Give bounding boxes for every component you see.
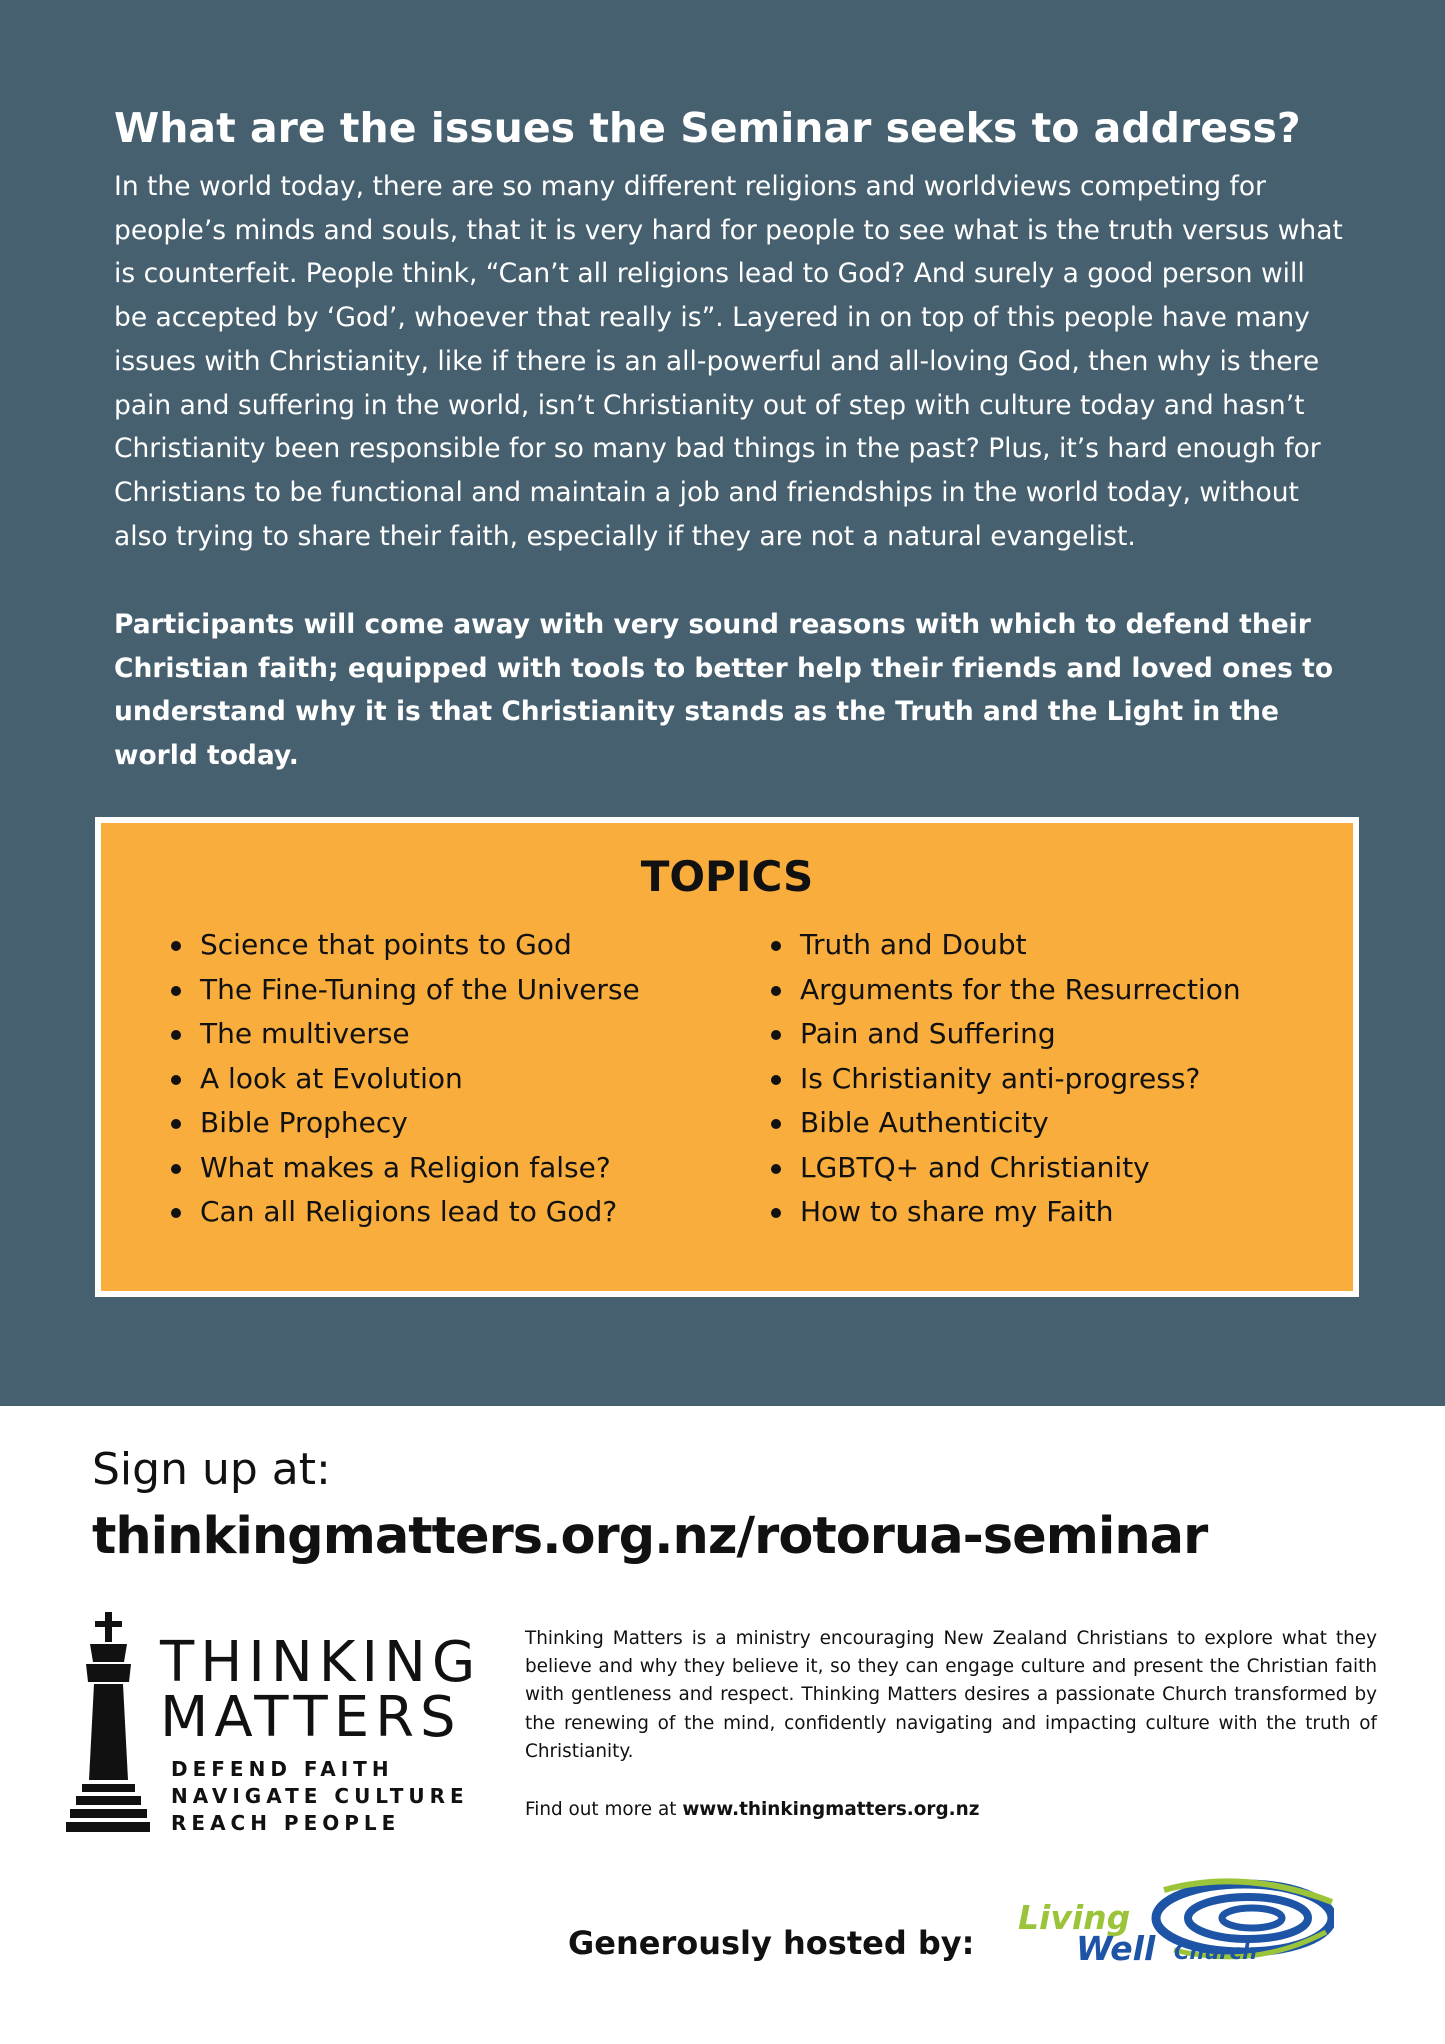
topic-label: Pain and Suffering xyxy=(800,1017,1056,1050)
topic-item xyxy=(171,1057,640,1102)
brand-line-2: MATTERS xyxy=(160,1685,462,1750)
host-logo-word-1: Living xyxy=(1018,1898,1131,1937)
brand-tagline-1: DEFEND FAITH xyxy=(171,1757,394,1781)
issues-heading: What are the issues the Seminar seeks to address? xyxy=(114,104,1301,152)
bullet-icon xyxy=(771,1164,781,1174)
bullet-icon xyxy=(771,1030,781,1040)
topic-label: The Fine-Tuning of the Universe xyxy=(200,972,640,1006)
bullet-icon xyxy=(171,1030,181,1040)
topic-item xyxy=(171,1146,640,1191)
hosted-by-label: Generously hosted by: xyxy=(568,1924,975,1962)
living-well-church-logo xyxy=(1014,1872,1334,1972)
topic-item xyxy=(171,923,640,968)
topic-label: Truth and Doubt xyxy=(800,928,1027,961)
topic-label: The multiverse xyxy=(200,1017,410,1050)
bullet-icon xyxy=(771,1119,781,1129)
find-out-prefix: Find out more at xyxy=(525,1799,683,1820)
brand-tagline-2: NAVIGATE CULTURE xyxy=(171,1784,469,1808)
bullet-icon xyxy=(171,1208,181,1218)
bullet-icon xyxy=(771,1075,781,1085)
topic-label: Arguments for the Resurrection xyxy=(800,972,1241,1006)
topics-list-right xyxy=(771,923,1241,1235)
topic-item xyxy=(771,968,1241,1013)
signup-link[interactable]: thinkingmatters.org.nz/rotorua-seminar xyxy=(92,1507,1208,1566)
topic-item xyxy=(771,1146,1241,1191)
topic-label: How to share my Faith xyxy=(800,1195,1114,1228)
topic-item xyxy=(171,1101,640,1146)
topic-label: Science that points to God xyxy=(200,928,572,961)
bullet-icon xyxy=(171,941,181,951)
bullet-icon xyxy=(171,1119,181,1129)
topics-list-left xyxy=(171,923,640,1235)
website-link[interactable]: www.thinkingmatters.org.nz xyxy=(682,1799,980,1820)
about-text: Thinking Matters is a ministry encouraging New Zealand Christians to explore what they believe and why they believe it, so they can engage culture and present the Christian faith with gentleness and respect. Thinking Matters desires a passionate Church transformed by the renewing of the mind, confidently navigating and impacting culture with the truth of Christianity. xyxy=(525,1628,1377,1762)
issues-body: In the world today, there are so many different religions and worldviews competing for people’s minds and souls, that it is very hard for people to see what is the truth versus what is counterfeit. People think, “Can’t all religions lead to God? And surely a good person will be accepted by ‘God’, whoever that really is”. Layered in on top of this people have many issues with Christianity, like if there is an all-powerful and all-loving God, then why is there pain and suffering in the world, isn’t Christianity out of step with culture today and hasn’t Christianity been responsible for so many bad things in the past? Plus, it’s hard enough for Christians to be functional and maintain a job and friendships in the world today, without also trying to share their faith, especially if they are not a natural evangelist. xyxy=(114,171,1343,552)
bullet-icon xyxy=(171,1075,181,1085)
topics-box xyxy=(95,817,1359,1297)
brand-line-1: THINKING xyxy=(160,1630,482,1695)
topic-label: Bible Prophecy xyxy=(200,1106,408,1139)
topic-item xyxy=(771,923,1241,968)
brand-tagline-3: REACH PEOPLE xyxy=(171,1811,401,1835)
topic-label: Is Christianity anti-progress? xyxy=(800,1061,1201,1095)
bullet-icon xyxy=(171,1164,181,1174)
topic-item xyxy=(171,1190,640,1235)
topic-label: Can all Religions lead to God? xyxy=(200,1195,618,1228)
host-logo-word-2: Well xyxy=(1076,1929,1156,1968)
topic-item xyxy=(771,1190,1241,1235)
topic-label: A look at Evolution xyxy=(200,1061,463,1095)
issues-outcome: Participants will come away with very sound reasons with which to defend their Christian faith; equipped with tools to better help their friends and loved ones to understand why it is that Christianity stands as the Truth and the Light in the world today. xyxy=(114,609,1334,772)
topic-item xyxy=(771,1012,1241,1057)
topic-label: LGBTQ+ and Christianity xyxy=(800,1150,1150,1184)
signup-label: Sign up at: xyxy=(92,1444,331,1495)
topic-item xyxy=(771,1101,1241,1146)
host-logo-word-3: Church xyxy=(1174,1940,1258,1964)
bullet-icon xyxy=(771,986,781,996)
chess-king-icon xyxy=(66,1612,150,1834)
bullet-icon xyxy=(771,941,781,951)
topic-item xyxy=(771,1057,1241,1102)
bullet-icon xyxy=(771,1208,781,1218)
find-out-more xyxy=(525,1796,979,1824)
topic-label: What makes a Religion false? xyxy=(200,1150,611,1184)
topics-title: TOPICS xyxy=(640,852,814,901)
topic-label: Bible Authenticity xyxy=(800,1106,1049,1139)
bullet-icon xyxy=(171,986,181,996)
topic-item xyxy=(171,968,640,1013)
topic-item xyxy=(171,1012,640,1057)
